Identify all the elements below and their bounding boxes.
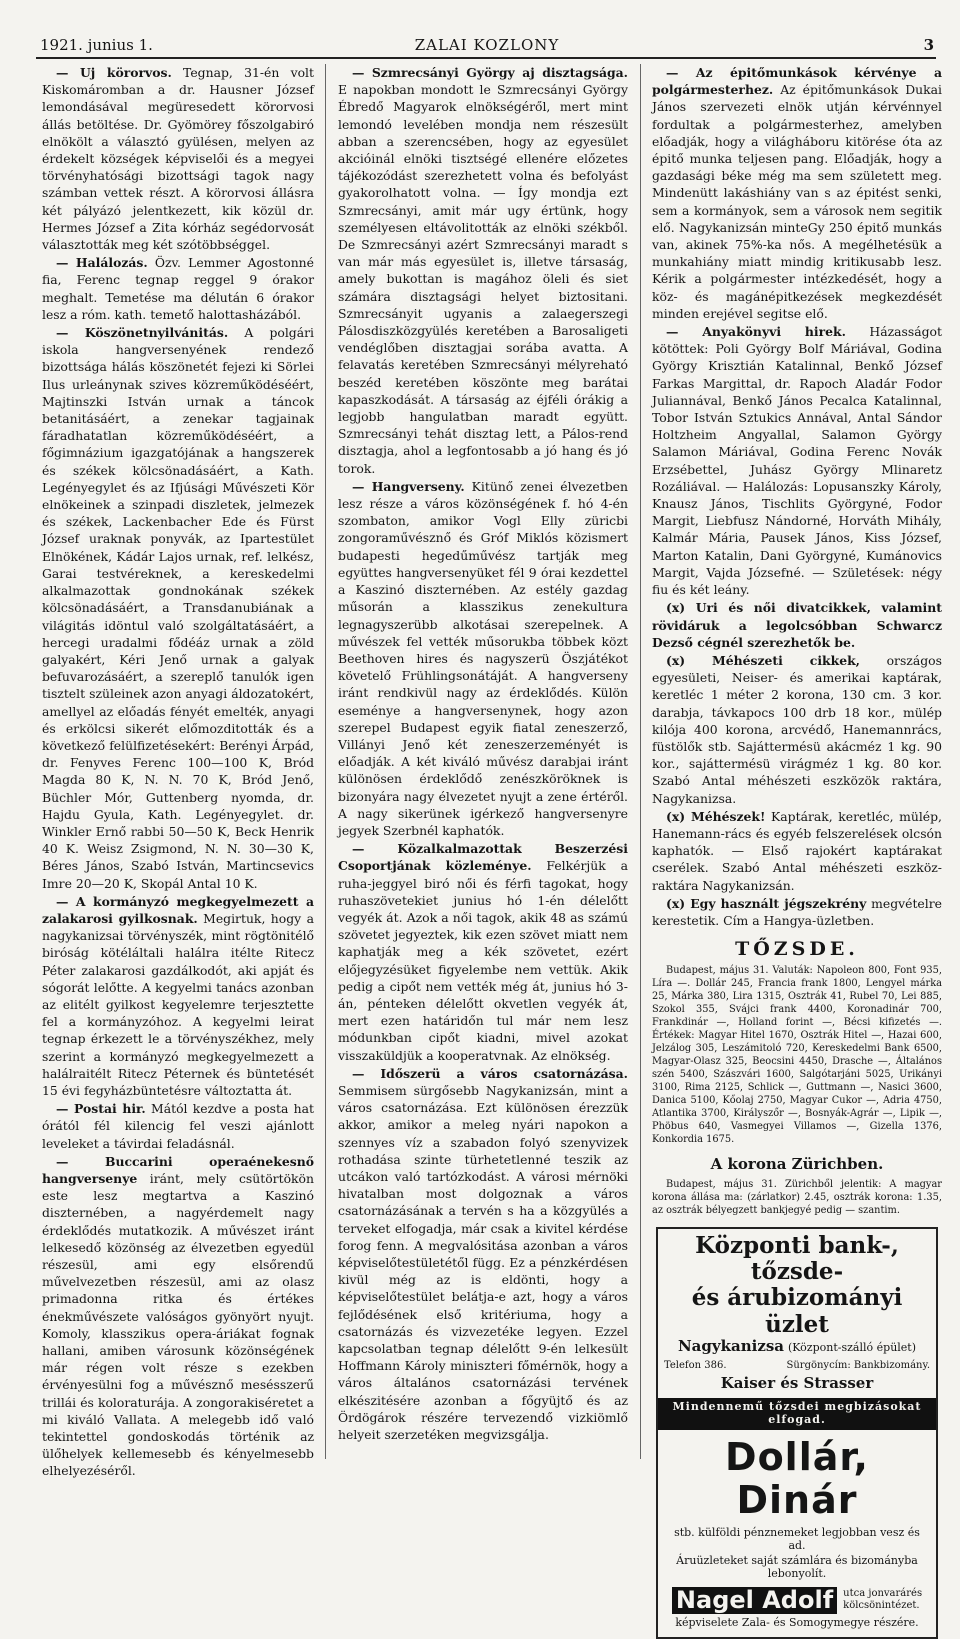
article (42, 254, 314, 323)
article-headline: — Hangverseny. (352, 478, 465, 494)
ad-telegram: Sürgönycím: Bankbizomány. (786, 1359, 930, 1371)
ad-city-note: (Központ-szálló épület) (787, 1341, 917, 1355)
article-body: Az épitőmunkások Dukai János szervezeti elnök utján kérvénnyel fordultak a polgármesterhez, amelyben előadják, hogy a világháboru kitörése óta az épitő munka teljesen pang. Előadják, hogy a gazdasági béke még ma sem született meg. Mindenütt lakáshiány van s az épitést senki, sem a kormányok, sem a városok nem segitik elő. Nagykanizsán minteGy 250 épitő munkás van, akinek 75%-ka nős. A megélhetésük a munkahiány miatt mindig kritikusabb lesz. Kérik a polgármester intézkedését, hogy a köz- és magánépitkezések megkezdését minden erejével segitse elő. (652, 82, 942, 321)
article-headline: — Közalkalmazottak Beszerzési Csoportjának közleménye. (338, 841, 628, 874)
column-3-articles (652, 64, 942, 929)
article-headline: — Anyakönyvi hirek. (666, 324, 846, 340)
article-headline: — Időszerü a város csatornázása. (352, 1065, 628, 1081)
column-2 (338, 64, 628, 1464)
article-body: Kitünő zenei élvezetben lesz része a város közönségének f. hó 4-én szombaton, amikor Vogl Elly züricbi zongoraművésznő és Gróf Miklós közismert budapesti hegedűművész tartják meg együttes hangversenyüket fél 9 órai kezdettel a Kaszinó diszternében. Az estély gazdag műsorán a klasszikus zenekultura legnagyszerübb alkotásai szerepelnek. A művészek fel vették műsorukba többek közt Beethoven hires és nagyszerü Öszjátékot követelő Frühlingsonátáját. A hangverseny iránt rendkivül nagy az érdeklődés. Külön eseménye a hangversenynek, hogy azon szerepel Budapest egyik fiatal zeneszerző, Villányi Jenő két zeneszerzeményét is előadják. A két kiváló művész darabjai iránt különösen érdeklődő zenészköröknek is bizonyára nagy élvezetet nyujt a zene értéről. A nagy sikerünek igérkező hangversenyre jegyek Szerbnél kaphatók. (338, 478, 628, 838)
article-headline: — Buccarini operaénekesnő hangversenye (42, 1153, 314, 1186)
ad-headline-2: és árubizományi üzlet (691, 1284, 903, 1338)
article-body: iránt, mely csütörtökön este lesz megtartva a Kaszinó diszternében, a nagyérdemelt nagy érdeklődés mutatkozik. A művészet iránt lelkesedő közönség az élvezetben egyedül részesül, ami egy elsőrendű művelvezetben részesül, ami az olasz primadonna ritka és értékes énekművészete valóságos gyönyört nyujt. Komoly, klasszikus opera-áriákat fognak hallani, amiben városunk közönségének már régen volt része s ezekben érvényesülni fog a művésznő mesésszerű trillái és koloraturája. A zongorakiséretet a mi kiváló Vallata. A melegebb idő való tekintettel gondoskodás történik az ülőhelyek kellemesebb és kényelmesebb elhelyezéséről. (42, 1171, 314, 1479)
article (42, 324, 314, 892)
article (338, 840, 628, 1064)
korona-zurich-text: Budapest, május 31. Zürichből jelentik: A magyar korona állása ma: (zárlatkor) 2.45, osztrák korona: 1.35, az osztrák bélyegzett bankjegyé pedig — szantim. (652, 1178, 942, 1216)
ad-currency-headline: Dollár, Dinár (725, 1434, 869, 1523)
article (42, 893, 314, 1099)
article-body: Özv. Lemmer Agostonné fia, Ferenc tegnap reggel 9 órakor meghalt. Temetése ma délután 6 órakor lesz a róm. kath. temető halottasházából. (42, 255, 314, 322)
nagel-side-line-1: utca jonvarárés (843, 1588, 923, 1600)
article-body: Tegnap, 31-én volt Kiskomáromban a dr. Hausner József lemondásával megüresedett körorvosi állás betöltése. Dr. Gyömörey főszolgabiró elnökölt a választó gyülésen, melyen az érdekelt községek képviselői és a megyei törvényhatósági bizottsági tagok nagy számban vettek részt. A körorvosi állásra két pályázó jelentkezett, kik közül dr. Hermes József a Zita kórház segédorvosát választották meg két szótöbbséggel. (42, 65, 314, 253)
stock-exchange-rates: Budapest, május 31. Valuták: Napoleon 800, Font 935, Líra —. Dollár 245, Francia frank 1800, Lengyel márka 25, Márka 380, Lira 1315, Osztrák 41, Rubel 70, Lei 885, Szokol 355, Svájci frank 4400, Koronadinár 700, Frankdinár —, Holland forint —, Bécsi kifizetés —. Értékek: Magyar Hitel 1670, Osztrák Hitel —, Hazai 600, Jelzálog 305, Leszámitoló 720, Kereskedelmi Bank 6500, Magyar-Olasz 325, Beocsini 4450, Drasche —, Általános szén 5400, Szászvári 1600, Salgótarjáni 5025, Urikányi 3100, Rima 2125, Schlick —, Guttmann —, Nasici 3600, Danica 5100, Kőolaj 2750, Magyar Cukor —, Adria 4750, Atlantika 3700, Királyszőr —, Bosnyák-Agrár —, Lipik —, Phöbus 640, Vasmegyei Villamos —, Gizella 1376, Konkordia 1675. (652, 965, 942, 1146)
article-headline: — A kormányzó megkegyelmezett a zalakarosi gyilkosnak. (42, 893, 314, 926)
article-headline: (x) Méhészek! (666, 808, 766, 824)
stock-exchange-title: TŐZSDE. (735, 938, 859, 961)
ad-lottery-text: Áruüzleteket saját számlára és bizományba lebonyolít. (676, 1554, 918, 1580)
article-headline: — Uj körorvos. (56, 65, 172, 80)
article-body: A polgári iskola hangversenyének rendező bizottsága hálás köszönetét fejezi ki Sörlei Ilus urleánynak szives közreműködéséért, Majtinszki István urnak a táncok betanitásáért, a zenekar tagjainak fáradhatatlan közreműködéséért, a főgimnázium igazgatójának a hangszerek és székek kölcsönadásáért, a Kath. Legényegylet és az Ifjúsági Művészeti Kör elnökeinek a szinpadi diszletek, jelmezek és székek, Lackenbacher Ede és Fürst József uraknak ponyvák, az Ipartestület Elnökének, Kádár Lajos urnak, ref. lelkész, Garai testvéreknek, a kereskedelmi alkalmazottak gondnokának székek kölcsönadásáért, a Transdanubiának a világitás idöntul való szolgáltatásáért, a hercegi uradalmi fődéáz urnak a zöld galyakért, Kéri Jenő urnak a galyak befuvarozásáért, a szereplő tanulók igen tisztelt szüleinek azon anyagi áldozatokért, amellyel az előadás fényét emelték, anyagi és erkölcsi sikerét előmozditották és a következő felülfizetésekért: Berényi Árpád, dr. Fenyves Ferenc 100—100 K, Bród Magda 80 K, N. N. 70 K, Bród Jenő, Büchler Mór, Guttenberg nyomda, dr. Hajdu Gyula, Kath. Legényegylet. dr. Winkler Ernő rabbi 50—50 K, Beck Henrik 40 K. Weisz Zsigmond, N. N. 30—30 K, Béres János, Szabó István, Martincsevics Imre 20—20 K, Skopál Antal 10 K. (42, 325, 314, 891)
article-body: Felkérjük a ruha-jeggyel biró női és férfi tagokat, hogy ruhaszövetekiet junius hó 1-én délelőtt vegyék át. Azok a női tagok, akik 48 as számú szövetet jegyeztek, kik ezen szövet miatt nem kaphatják meg a kék szövetet, ezért előjegyzésüket figyelembe nem vettük. Akik pedig a cipőt nem vették még át, junius hó 3-án, pénteken délelőtt okvetlen vegyék át, mert ezen határidőn tul már nem lesz módunkban cipőt kiadni, mivel azokat visszaküldjük a kooperatvnak. Az elnökség. (338, 858, 628, 1063)
article-body: országos egyesületi, Neiser- és amerikai kaptárak, keretléc 1 méter 2 korona, 130 cm. 3 kor. darabja, távkapocs 100 drb 18 kor., mülép kilója 400 korona, arcvédő, Hanemannrács, füstölők stb. Sajáttermésü akácméz 1 kg. 90 kor., sajáttermésü virágméz 1 kg. 80 kor. Szabó Antal méhészeti eszközök raktára, Nagykanizsa. (652, 652, 942, 806)
article-headline: — Köszönetnyilvánitás. (56, 325, 229, 341)
column-1 (42, 64, 314, 1479)
article (42, 64, 314, 253)
article (42, 1100, 314, 1152)
ad-contact-row (664, 1360, 930, 1372)
ad-banner: Mindennemű tőzsdei megbizásokat elfogad. (658, 1398, 936, 1429)
article (652, 652, 942, 807)
article (652, 895, 942, 929)
article-body: Semmisem sürgősebb Nagykanizsán, mint a város csatornázása. Ezt különösen érezzük akkor, amikor a meleg nyári napokon a szennyes víz a szabadon folyó szenyvizek rothadása szinte türhetetlenné teszik az utcákon való tartózkodást. A városi mérnöki hivatalban most dolgoznak a város csatornázásának a tervén s ha a közgyülés a terveket elfogadja, már csak a kivitel kérdése forog fenn. A megvalósitása azonban a város képviselőtestületétől függ. Ez a pénzkérdésen kivül még az is eldönti, hogy a képviselőtestület belátja-e azt, hogy a város fejlődésének első kritériuma, hogy a csatornázás és vizvezetéke legyen. Ezzel kapcsolatban tegnap délelőtt 9-én lelkesült Hoffmann Károly miniszteri főmérnök, hogy a város általános csatornázási tervének elkészitésére azonban a főgyüjtő és az Ördögárok részére tervezendő vizkiömlő helyeit szerzetéken megvizsgálja. (338, 1082, 628, 1443)
article-body: E napokban mondott le Szmrecsányi György Ébredő Magyarok elnökségéről, mert mint lemondó levelében mondja nem részesült abban a szerencsében, hogy az egyesület akcióinál elnöki tisztségé ellenére előzetes tájékozódást szerezhetett volna és befolyást gyakorolhatott volna. — Így mondja ezt Szmrecsányi, amit már ugy értünk, hogy személyesen eltávolitották az elnöki székből. De Szmrecsányi azért Szmrecsányi maradt s van már más egyesület is, illetve társaság, amely bukottan is magához öleli és siet számára disztagsági helyet biztositani. Szmrecsányit ugyanis a zalaegerszegi Pálosdiszközgyülés keretében a Barosaligeti vendéglőben disztagjai sorába avatta. A felavatás keretében Szmrecsányi mélyreható beszéd keretében köszönte meg barátai kapaszkodását. A társaság az éjféli órákig a legjobb hangulatban maradt együtt. Szmrecsányi tehát disztag lett, a Pálos-rend disztagja, ahol a legfontosabb a jó hang és jó torok. (338, 82, 628, 476)
article-headline: — Szmrecsányi György aj disztagsága. (352, 65, 628, 80)
article-headline: — Az épitőmunkások kérvénye a polgármesterhez. (652, 65, 942, 98)
page-number: 3 (923, 36, 934, 54)
issue-date: 1921. junius 1. (40, 36, 153, 54)
article-headline: — Postai hir. (56, 1101, 146, 1117)
article (652, 323, 942, 598)
article-body: Kaptárak, keretléc, mülép, Hanemann-rács és egyéb felszerelések olcsón kaphatók. — Első rajokért kaptárakat cserélek. Szabó Antal méhészeti eszköz-raktára Nagykanizsán. (652, 808, 942, 893)
article (338, 64, 628, 477)
nagel-advertisement (664, 1587, 930, 1615)
nagel-footer: képviselete Zala- és Somogymegye részére. (675, 1616, 919, 1630)
ad-city: Nagykanizsa (677, 1337, 785, 1356)
article-headline: (x) Uri és női divatcikkek, valamint rövidáruk a legolcsóbban Schwarcz Dezső cégnél szerezhetők be. (652, 600, 942, 650)
ad-firm-name: Kaiser és Strasser (720, 1374, 874, 1393)
article (652, 64, 942, 322)
article-body: megvételre kerestetik. Cím a Hangya-üzletben. (652, 895, 942, 928)
nagel-side-text (843, 1588, 922, 1612)
ad-buys-text: stb. külföldi pénznemeket legjobban vesz és ad. (674, 1525, 920, 1552)
column-3 (652, 64, 942, 1630)
korona-zurich-title: A korona Zürichben. (710, 1155, 884, 1174)
nagel-logo: Nagel Adolf (672, 1587, 837, 1615)
article-headline: (x) Méhészeti cikkek, (666, 652, 860, 668)
article (338, 478, 628, 839)
article (42, 1153, 314, 1480)
article (652, 599, 942, 651)
article-headline: — Halálozás. (56, 255, 148, 271)
ad-phone: Telefon 386. (664, 1359, 727, 1371)
columns (42, 64, 942, 1630)
article (652, 808, 942, 894)
masthead (40, 36, 934, 58)
newspaper-title: ZALAI KOZLONY (414, 36, 560, 54)
article-body: Házasságot kötöttek: Poli György Bolf Máriával, Godina György Krisztián Katalinnal, Benkő József Farkas Margittal, dr. Rapoch Aladár Fodor Juliannával, Benkő János Pecalca Katalinnal, Tobor István Sztukics Annával, Antal Sándor Holtzheim Angyallal, Salamon György Salamon Máriával, Godina Ferenc Novák Erzsébettel, Juhász György Mlinaretz Rozáliával. — Halálozás: Lopusanszky Károly, Knausz János, Tischlits Györgyné, Fodor Margit, Liebfusz Nándorné, Horváth Mihály, Kalmár Mária, Pausek János, Kiss József, Marton Katalin, Dani Györgyné, Kumánovics Margit, Vajda Józsefné. — Születések: négy fiu és két leány. (652, 324, 942, 598)
nagel-side-line-2: kölcsönintézet. (843, 1600, 920, 1612)
article (338, 1065, 628, 1443)
article-body: Megirtuk, hogy a nagykanizsai törvényszék, mint rögtönitélő biróság kötéláltali halálra itélte Ritecz Péter zalakarosi gazdálkodót, aki apját és sógorát lelőtte. A kegyelmi tanács azonban az elitélt gyilkost kegyelemre terjesztette fel a kormányzóhoz. A kegyelmi leirat tegnap érkezett le a törvényszékhez, mely szerint a kormányzó megkegyelmezett a halálraitélt Ritecz Péternek és büntetését 15 évi fegyházbüntetésre változtatta át. (42, 910, 314, 1098)
bank-advertisement (656, 1227, 938, 1639)
article-headline: (x) Egy használt jégszekrény (666, 895, 867, 911)
article-body: Mától kezdve a posta hat órától fél kilencig fel veszi ajánlott leveleket a távirdai feladásnál. (42, 1101, 314, 1151)
masthead-rule (36, 57, 936, 59)
ad-headline-1: Központi bank-, tőzsde- (695, 1231, 899, 1285)
